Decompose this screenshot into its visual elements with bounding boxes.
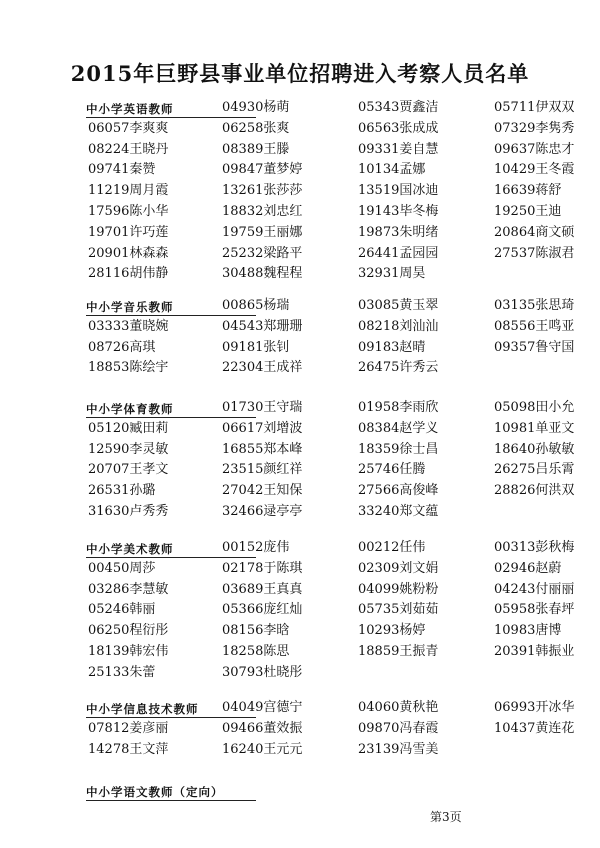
candidate-entry: 10293杨婷 <box>358 623 426 639</box>
candidate-entry: 09637陈忠才 <box>494 141 575 157</box>
section-underline <box>86 557 256 558</box>
candidate-entry: 08156李晗 <box>222 623 290 639</box>
candidate-entry: 03689王真真 <box>222 581 303 597</box>
candidate-entry: 19873朱明绪 <box>358 224 439 240</box>
candidate-entry: 25746任腾 <box>358 462 426 478</box>
candidate-entry: 00450周莎 <box>88 560 156 576</box>
candidate-entry: 19143毕冬梅 <box>358 204 439 219</box>
candidate-entry: 26275吕乐霄 <box>494 462 575 478</box>
candidate-entry: 09466董效振 <box>222 720 303 736</box>
candidate-entry: 30793杜晓彤 <box>222 664 303 680</box>
page-title: 2015年巨野县事业单位招聘进入考察人员名单 <box>70 61 530 86</box>
candidate-entry: 03135张思琦 <box>494 298 575 313</box>
section-heading: 中小学音乐教师 <box>86 300 174 314</box>
candidate-entry: 18640孙敏敏 <box>494 441 575 457</box>
candidate-entry: 18832刘忠红 <box>222 204 303 219</box>
candidate-entry: 20707王孝文 <box>88 462 169 478</box>
candidate-entry: 11219周月霞 <box>88 183 169 199</box>
candidate-entry: 10983唐博 <box>494 623 562 639</box>
candidate-entry: 09357鲁守国 <box>494 339 575 355</box>
candidate-entry: 01730王守瑞 <box>222 400 303 415</box>
candidate-entry: 03333董晓婉 <box>88 318 169 334</box>
candidate-entry: 10429王冬霞 <box>494 162 575 178</box>
candidate-entry: 13519国冰迪 <box>358 183 439 199</box>
candidate-entry: 12590李灵敏 <box>88 441 169 457</box>
candidate-entry: 18859王振青 <box>358 644 439 659</box>
candidate-entry: 00152庞伟 <box>222 540 290 555</box>
candidate-entry: 27042王知保 <box>222 483 303 499</box>
candidate-entry: 09331姜自慧 <box>358 141 439 157</box>
candidate-entry: 09183赵晴 <box>358 339 426 355</box>
candidate-entry: 33240郑文蕴 <box>358 504 439 519</box>
candidate-entry: 06617刘增波 <box>222 420 303 436</box>
candidate-entry: 09741秦赞 <box>88 162 156 178</box>
section-heading: 中小学美术教师 <box>86 542 174 556</box>
candidate-entry: 04543郑珊珊 <box>222 318 303 334</box>
candidate-entry: 03085黄玉翠 <box>358 298 439 313</box>
candidate-entry: 05120臧田莉 <box>88 420 169 436</box>
candidate-entry: 18359徐士昌 <box>358 441 439 457</box>
candidate-entry: 09870冯春霞 <box>358 720 439 736</box>
candidate-entry: 06258张爽 <box>222 120 290 136</box>
candidate-entry: 13261张莎莎 <box>222 183 303 199</box>
candidate-entry: 27566高俊峰 <box>358 483 439 499</box>
candidate-entry: 04049宫德宁 <box>222 700 303 715</box>
candidate-entry: 05735刘茹茹 <box>358 602 439 618</box>
candidate-entry: 02946赵蔚 <box>494 560 562 576</box>
candidate-entry: 04099姚粉粉 <box>358 581 439 597</box>
candidate-entry: 09181张钊 <box>222 339 290 355</box>
candidate-entry: 16855郑本峰 <box>222 441 303 457</box>
candidate-entry: 04060黄秋艳 <box>358 700 439 715</box>
candidate-entry: 05098田小允 <box>494 400 575 415</box>
candidate-entry: 18853陈绘宇 <box>88 360 169 376</box>
candidate-entry: 25133朱蕾 <box>88 664 156 680</box>
candidate-entry: 25232梁路平 <box>222 245 303 261</box>
section-heading: 中小学体育教师 <box>86 402 174 416</box>
candidate-entry: 09847董梦婷 <box>222 162 303 178</box>
candidate-entry: 32931周昊 <box>358 266 426 282</box>
section-heading: 中小学英语教师 <box>86 102 174 116</box>
candidate-entry: 23515颜红祥 <box>222 462 303 478</box>
candidate-entry: 19701许巧莲 <box>88 224 169 240</box>
candidate-entry: 06057李爽爽 <box>88 120 169 136</box>
candidate-entry: 19759王丽娜 <box>222 224 303 240</box>
candidate-entry: 08556王鸣亚 <box>494 318 575 334</box>
candidate-entry: 08389王滕 <box>222 141 290 157</box>
candidate-entry: 18139韩宏伟 <box>88 644 169 659</box>
candidate-entry: 08218刘汕汕 <box>358 318 439 334</box>
candidate-entry: 28826何洪双 <box>494 483 575 499</box>
candidate-entry: 22304王成祥 <box>222 360 303 376</box>
candidate-entry: 05958张春坪 <box>494 602 575 618</box>
candidate-entry: 06993开冰华 <box>494 700 575 715</box>
candidate-entry: 26531孙璐 <box>88 483 156 499</box>
candidate-entry: 05246韩丽 <box>88 602 156 618</box>
candidate-entry: 10981单亚文 <box>494 420 575 436</box>
candidate-entry: 04243付丽丽 <box>494 581 575 597</box>
candidate-entry: 00313彭秋梅 <box>494 540 575 555</box>
candidate-entry: 31630卢秀秀 <box>88 504 169 519</box>
candidate-entry: 03286李慧敏 <box>88 581 169 597</box>
section-underline <box>86 417 256 418</box>
section-underline <box>86 800 256 801</box>
candidate-entry: 23139冯雪美 <box>358 741 439 757</box>
candidate-entry: 07812姜彦丽 <box>88 720 169 736</box>
candidate-entry: 02178于陈琪 <box>222 560 303 576</box>
candidate-entry: 07329李隽秀 <box>494 120 575 136</box>
candidate-entry: 26441孟园园 <box>358 245 439 261</box>
candidate-entry: 32466逯亭亭 <box>222 504 303 519</box>
candidate-entry: 04930杨萌 <box>222 100 290 115</box>
candidate-entry: 06563张成成 <box>358 120 439 136</box>
candidate-entry: 05366庞红灿 <box>222 602 303 618</box>
candidate-entry: 16639蒋舒 <box>494 183 562 199</box>
candidate-entry: 10134孟娜 <box>358 162 426 178</box>
candidate-entry: 18258陈思 <box>222 644 290 659</box>
candidate-entry: 06250程衍彤 <box>88 623 169 639</box>
candidate-entry: 27537陈淑君 <box>494 245 575 261</box>
candidate-entry: 14278王文萍 <box>88 741 169 757</box>
candidate-entry: 00865杨瑞 <box>222 298 290 313</box>
candidate-entry: 08726高琪 <box>88 339 156 355</box>
section-underline <box>86 717 256 718</box>
candidate-entry: 20391韩振业 <box>494 644 575 659</box>
candidate-entry: 08224王晓丹 <box>88 141 169 157</box>
candidate-entry: 05711伊双双 <box>494 100 575 115</box>
candidate-entry: 20864商文硕 <box>494 224 575 240</box>
candidate-entry: 28116胡伟静 <box>88 266 169 282</box>
candidate-entry: 08384赵学义 <box>358 420 439 436</box>
candidate-entry: 10437黄连花 <box>494 720 575 736</box>
candidate-entry: 30488魏程程 <box>222 266 303 282</box>
section-heading: 中小学语文教师（定向） <box>86 785 224 799</box>
page-number: 第3页 <box>430 810 462 824</box>
candidate-entry: 26475许秀云 <box>358 360 439 376</box>
candidate-entry: 20901林森森 <box>88 245 169 261</box>
candidate-entry: 19250王迪 <box>494 204 562 219</box>
section-heading: 中小学信息技术教师 <box>86 702 199 716</box>
section-underline <box>86 315 256 316</box>
candidate-entry: 16240王元元 <box>222 741 303 757</box>
candidate-entry: 05343贾鑫洁 <box>358 100 439 115</box>
candidate-entry: 00212任伟 <box>358 540 426 555</box>
candidate-entry: 01958李雨欣 <box>358 400 439 415</box>
section-underline <box>86 117 256 118</box>
candidate-entry: 02309刘文娟 <box>358 560 439 576</box>
candidate-entry: 17596陈小华 <box>88 204 169 219</box>
